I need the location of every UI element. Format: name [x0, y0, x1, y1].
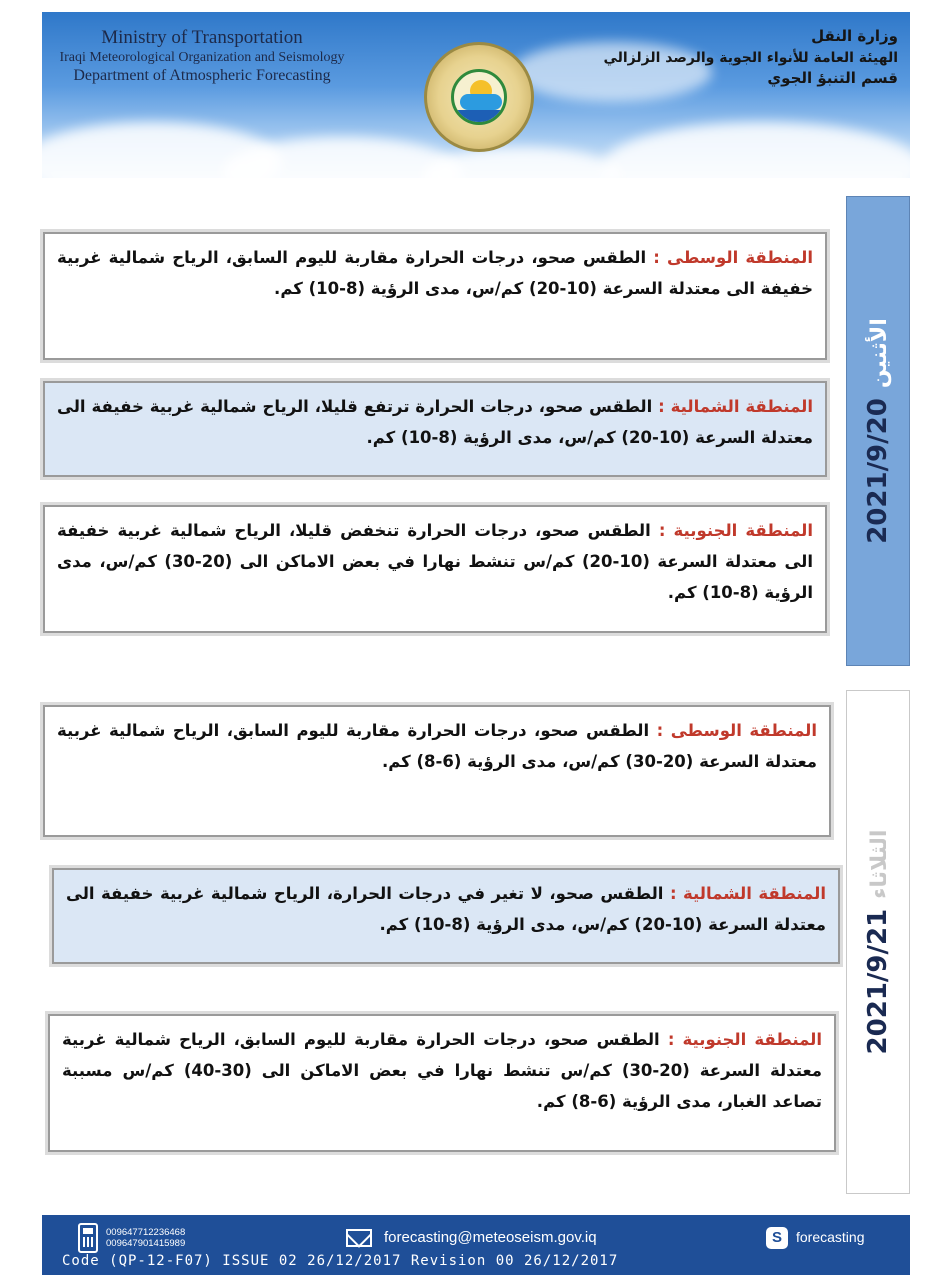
skype-handle[interactable]: forecasting [796, 1229, 865, 1245]
skype-icon: S [766, 1227, 788, 1249]
footer-bar [42, 1215, 910, 1275]
date-value: 2021/9/21 [863, 908, 893, 1055]
forecast-text: الطقس صحو، درجات الحرارة مقاربة لليوم السابق، الرياح شمالية غربية معتدلة السرعة (20-30) كم/س تنشط نهارا في بعض الاماكن الى (30-40) كم/س مسببة تصاعد الغبار، مدى الرؤية (6-8) كم. [62, 1030, 822, 1111]
region-label: المنطقة الشمالية : [658, 397, 814, 416]
forecast-box-north-day2 [52, 868, 840, 964]
cloud-icon [460, 94, 502, 110]
forecast-box-central-day1 [43, 232, 827, 360]
cloud-shape [422, 147, 622, 178]
phone-number-2: 009647901415989 [106, 1238, 186, 1249]
region-label: المنطقة الجنوبية : [658, 521, 813, 540]
day-name: الثلاثاء [867, 829, 892, 899]
document-code-line: Code (QP-12-F07) ISSUE 02 26/12/2017 Revision 00 26/12/2017 [62, 1253, 619, 1269]
forecast-text: الطقس صحو، لا تغير في درجات الحرارة، الرياح شمالية غربية خفيفة الى معتدلة السرعة (10-20) كم/س، مدى الرؤية (8-10) كم. [66, 884, 826, 934]
forecast-text: الطقس صحو، درجات الحرارة تنخفض قليلا، الرياح شمالية غربية خفيفة الى معتدلة السرعة (10-20) كم/س تنشط نهارا في بعض الاماكن الى (20-30) كم/س، مدى الرؤية (8-10) كم. [57, 521, 813, 602]
header-english-block [52, 26, 352, 86]
region-label: المنطقة الوسطى : [656, 721, 817, 740]
contact-email[interactable]: forecasting@meteoseism.gov.iq [384, 1229, 597, 1246]
phone-icon [78, 1223, 98, 1253]
date-label-day1 [863, 318, 893, 544]
day-name: الأثنين [867, 318, 892, 389]
date-bar-day1 [846, 196, 910, 666]
department-name-en: Department of Atmospheric Forecasting [73, 67, 331, 85]
organization-logo-seal [424, 42, 534, 152]
forecast-box-central-day2 [43, 705, 831, 837]
header-arabic-block [598, 26, 898, 90]
letterhead-banner [42, 12, 910, 178]
organization-name-ar: الهيئة العامة للأنواء الجوية والرصد الزلزالي [603, 49, 898, 66]
forecast-text: الطقس صحو، درجات الحرارة ترتفع قليلا، الرياح شمالية غربية خفيفة الى معتدلة السرعة (10-20) كم/س، مدى الرؤية (8-10) كم. [57, 397, 813, 447]
ministry-name-en: Ministry of Transportation [101, 27, 303, 48]
organization-name-en: Iraqi Meteorological Organization and Seismology [59, 50, 345, 66]
ministry-name-ar: وزارة النقل [811, 27, 898, 45]
region-label: المنطقة الجنوبية : [667, 1030, 823, 1049]
date-label-day2 [863, 830, 893, 1055]
logo-emblem [451, 69, 507, 125]
forecast-box-south-day1 [43, 505, 827, 633]
wave-icon [454, 110, 507, 124]
forecast-text: الطقس صحو، درجات الحرارة مقاربة لليوم السابق، الرياح شمالية غربية معتدلة السرعة (20-30) كم/س، مدى الرؤية (6-8) كم. [57, 721, 817, 771]
region-label: المنطقة الشمالية : [669, 884, 826, 903]
date-bar-day2 [846, 690, 910, 1194]
date-value: 2021/9/20 [863, 398, 893, 544]
phone-number-1: 009647712236468 [106, 1227, 186, 1238]
forecast-text: الطقس صحو، درجات الحرارة مقاربة لليوم السابق، الرياح شمالية غربية خفيفة الى معتدلة السرعة (10-20) كم/س، مدى الرؤية (8-10) كم. [57, 248, 813, 298]
region-label: المنطقة الوسطى : [653, 248, 813, 267]
forecast-box-north-day1 [43, 381, 827, 477]
cloud-shape [602, 122, 910, 178]
department-name-ar: قسم التنبؤ الجوي [767, 69, 898, 88]
envelope-icon [346, 1229, 372, 1247]
phone-numbers [106, 1227, 185, 1249]
forecast-box-south-day2 [48, 1014, 836, 1152]
